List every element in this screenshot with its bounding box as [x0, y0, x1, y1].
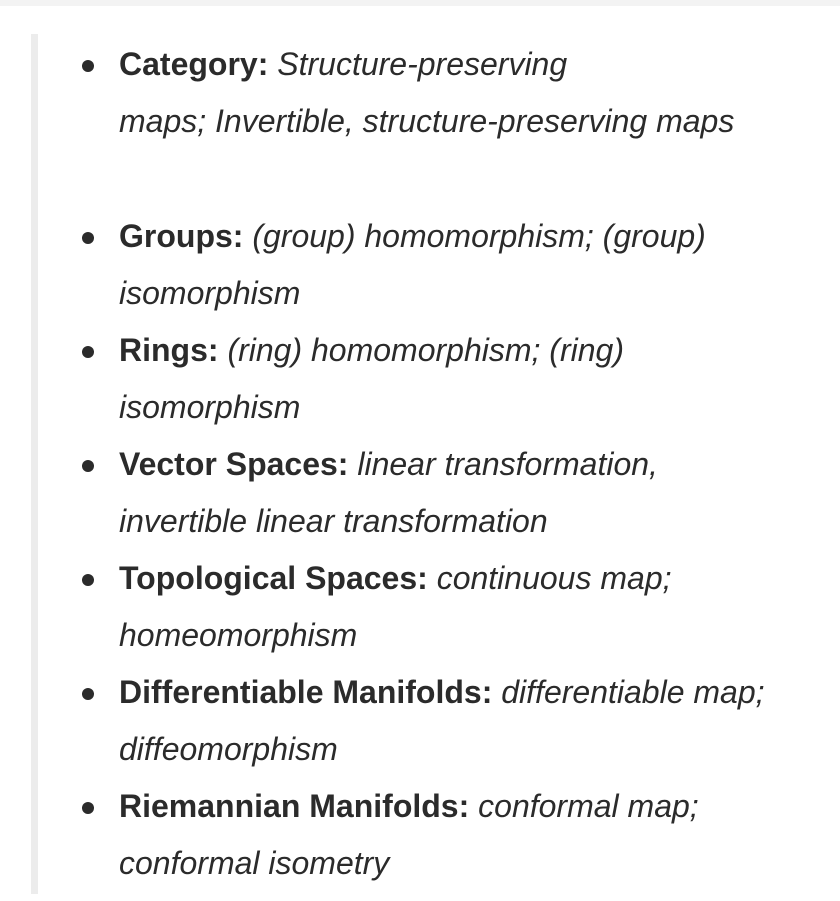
item-definition-line2: maps; Invertible, structure-preserving maps [119, 103, 735, 139]
bullet-icon [82, 802, 94, 814]
list-item-text [119, 208, 834, 322]
item-definition-line2: isomorphism [119, 389, 301, 425]
item-term: Riemannian Manifolds: [119, 788, 470, 824]
item-definition-line1: linear transformation, [357, 446, 658, 482]
list-item-text [119, 322, 834, 436]
list-item-text [119, 436, 834, 550]
item-term: Category: [119, 46, 269, 82]
item-definition-line2: isomorphism [119, 275, 301, 311]
item-definition-line1: continuous map; [436, 560, 672, 596]
item-term: Rings: [119, 332, 219, 368]
top-band [0, 0, 840, 6]
bullet-icon [82, 574, 94, 586]
item-definition-line1: differentiable map; [501, 674, 765, 710]
item-term: Vector Spaces: [119, 446, 349, 482]
bullet-icon [82, 460, 94, 472]
item-definition-line1: Structure-preserving [277, 46, 568, 82]
blockquote-bar [31, 34, 38, 894]
item-definition-line2: invertible linear transformation [119, 503, 548, 539]
bullet-icon [82, 60, 94, 72]
item-definition-line2: conformal isometry [119, 845, 390, 881]
list-item-text [119, 550, 834, 664]
item-term: Groups: [119, 218, 244, 254]
item-definition-line2: diffeomorphism [119, 731, 338, 767]
bullet-icon [82, 346, 94, 358]
item-definition-line1: (group) homomorphism; (group) [252, 218, 706, 254]
item-definition-line1: conformal map; [478, 788, 699, 824]
bullet-icon [82, 688, 94, 700]
list-item-text [119, 664, 834, 778]
list-item-text [119, 36, 834, 150]
item-definition-line1: (ring) homomorphism; (ring) [227, 332, 624, 368]
item-term: Topological Spaces: [119, 560, 428, 596]
item-definition-line2: homeomorphism [119, 617, 358, 653]
item-term: Differentiable Manifolds: [119, 674, 493, 710]
bullet-icon [82, 232, 94, 244]
list-item-text [119, 778, 834, 892]
